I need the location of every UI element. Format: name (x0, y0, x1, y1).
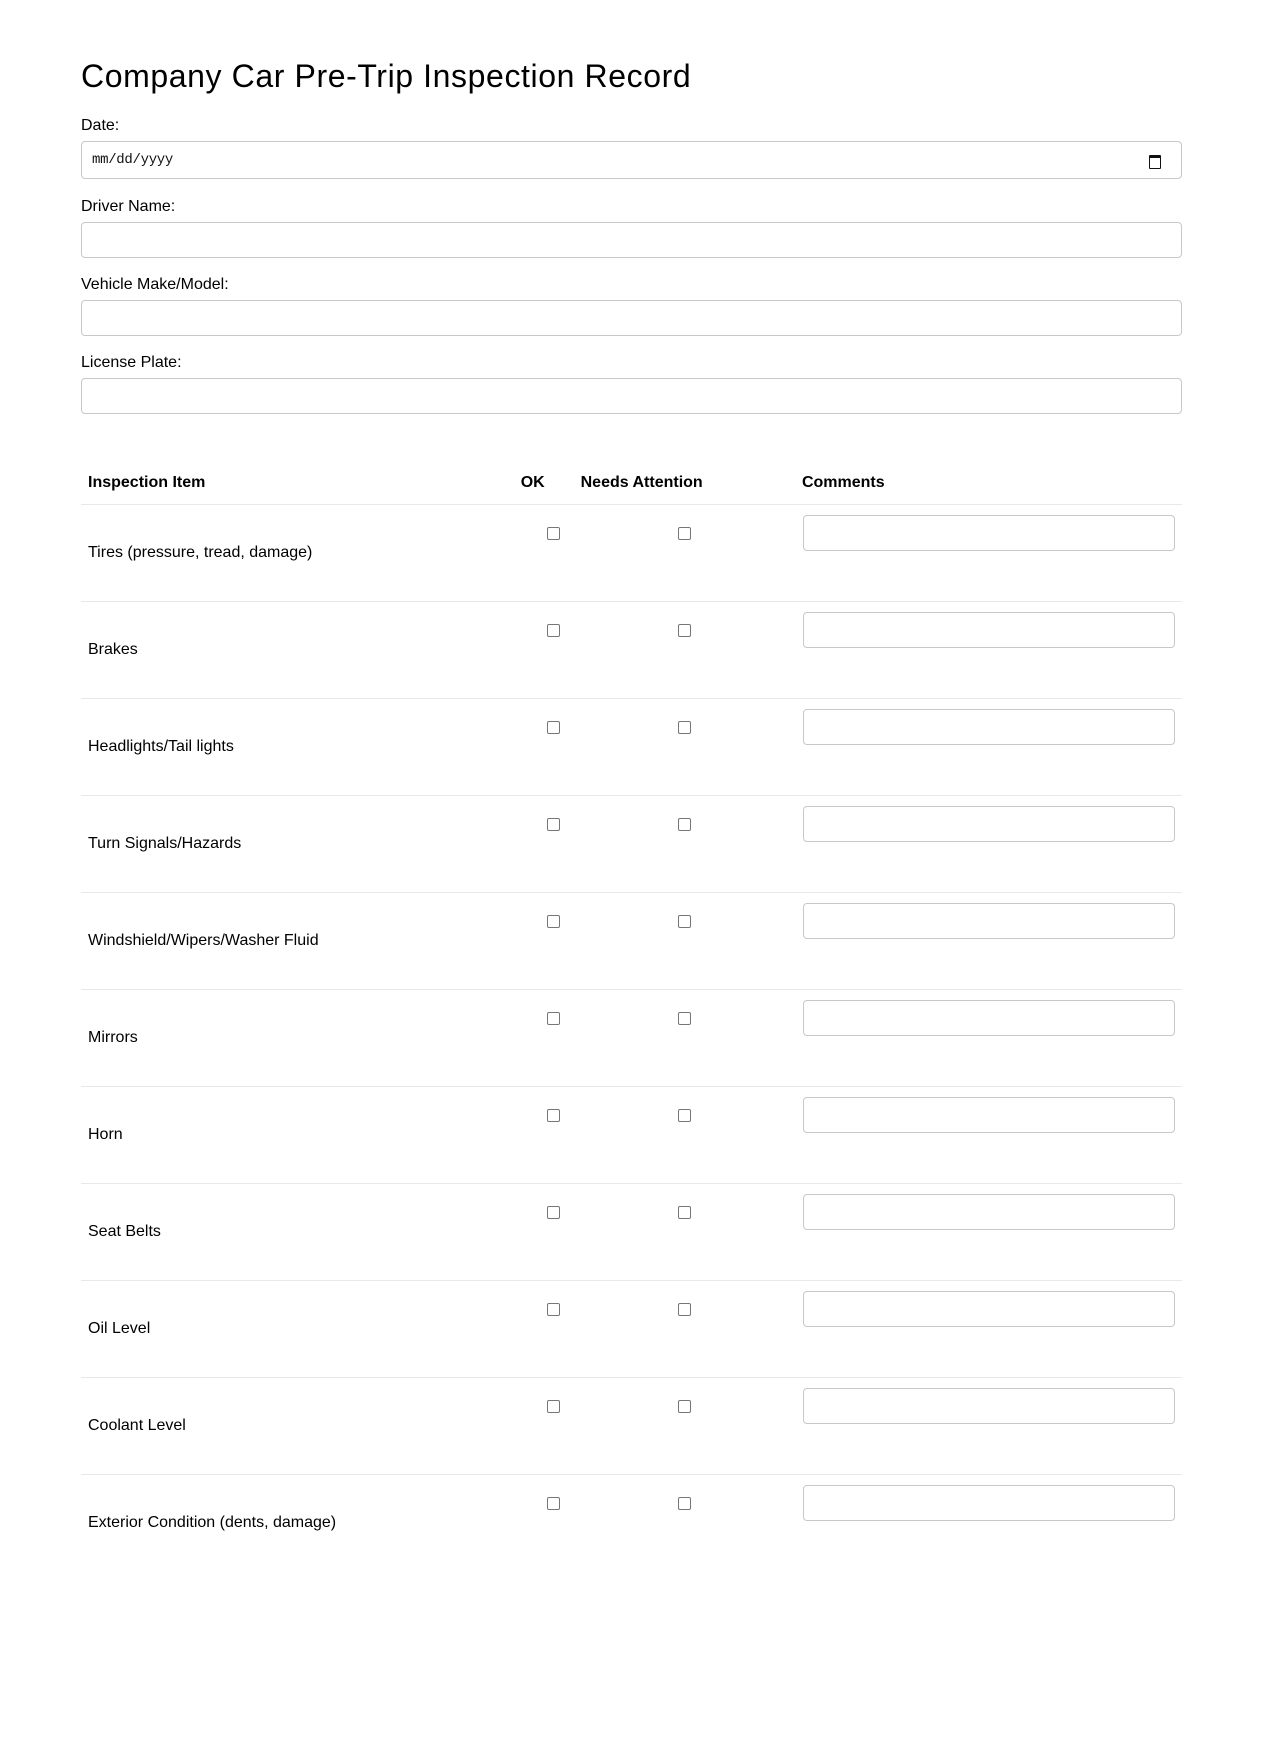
table-row (81, 893, 1182, 990)
inspection-item-label: Horn (81, 1087, 514, 1184)
header-needs-attention: Needs Attention (574, 462, 795, 505)
inspection-item-label: Coolant Level (81, 1378, 514, 1475)
header-ok: OK (514, 462, 574, 505)
inspection-item-label: Headlights/Tail lights (81, 699, 514, 796)
needs-attention-checkbox[interactable] (678, 1303, 691, 1316)
needs-attention-checkbox[interactable] (678, 818, 691, 831)
needs-attention-checkbox[interactable] (678, 1400, 691, 1413)
ok-checkbox[interactable] (547, 624, 560, 637)
comment-input[interactable] (803, 1194, 1175, 1230)
inspection-item-label: Tires (pressure, tread, damage) (81, 505, 514, 602)
table-row (81, 796, 1182, 893)
date-field[interactable] (81, 141, 1182, 179)
table-row (81, 699, 1182, 796)
license-plate-label: License Plate: (81, 354, 182, 371)
comment-input[interactable] (803, 1291, 1175, 1327)
comment-input[interactable] (803, 903, 1175, 939)
calendar-icon[interactable] (1149, 154, 1161, 166)
table-row (81, 1378, 1182, 1475)
ok-checkbox[interactable] (547, 721, 560, 734)
needs-attention-checkbox[interactable] (678, 1109, 691, 1122)
inspection-item-label: Exterior Condition (dents, damage) (88, 1514, 337, 1531)
inspection-item-label: Seat Belts (81, 1184, 514, 1281)
comment-input[interactable] (803, 612, 1175, 648)
date-placeholder: mm/dd/yyyy (92, 152, 174, 168)
vehicle-make-model-label: Vehicle Make/Model: (81, 276, 229, 293)
page-title: Company Car Pre-Trip Inspection Record (81, 58, 692, 94)
header-comments: Comments (795, 462, 1182, 505)
ok-checkbox[interactable] (547, 1400, 560, 1413)
header-inspection-item: Inspection Item (81, 462, 514, 505)
ok-checkbox[interactable] (547, 1012, 560, 1025)
needs-attention-checkbox[interactable] (678, 915, 691, 928)
needs-attention-checkbox[interactable] (678, 721, 691, 734)
ok-checkbox[interactable] (547, 1303, 560, 1316)
inspection-item-label: Windshield/Wipers/Washer Fluid (81, 893, 514, 990)
inspection-item-label: Brakes (81, 602, 514, 699)
inspection-item-label: Mirrors (81, 990, 514, 1087)
needs-attention-checkbox[interactable] (678, 1206, 691, 1219)
ok-checkbox[interactable] (547, 1497, 560, 1510)
license-plate-field[interactable] (81, 378, 1182, 414)
ok-checkbox[interactable] (547, 818, 560, 831)
inspection-item-label: Turn Signals/Hazards (81, 796, 514, 893)
needs-attention-checkbox[interactable] (678, 1497, 691, 1510)
driver-name-label: Driver Name: (81, 198, 176, 215)
table-row (81, 602, 1182, 699)
comment-input[interactable] (803, 1388, 1175, 1424)
table-header-row (81, 462, 1182, 505)
table-row (81, 990, 1182, 1087)
table-row (81, 1184, 1182, 1281)
comment-input[interactable] (803, 1097, 1175, 1133)
ok-checkbox[interactable] (547, 1109, 560, 1122)
comment-input[interactable] (803, 515, 1175, 551)
needs-attention-checkbox[interactable] (678, 1012, 691, 1025)
needs-attention-checkbox[interactable] (678, 527, 691, 540)
ok-checkbox[interactable] (547, 1206, 560, 1219)
date-label: Date: (81, 117, 120, 134)
needs-attention-checkbox[interactable] (678, 624, 691, 637)
table-row (81, 1475, 1182, 1572)
comment-input[interactable] (803, 709, 1175, 745)
table-row (81, 505, 1182, 602)
vehicle-make-model-field[interactable] (81, 300, 1182, 336)
ok-checkbox[interactable] (547, 915, 560, 928)
inspection-table (81, 462, 1182, 1571)
table-row (81, 1087, 1182, 1184)
comment-input[interactable] (803, 1485, 1175, 1521)
table-row (81, 1281, 1182, 1378)
inspection-item-label: Oil Level (81, 1281, 514, 1378)
comment-input[interactable] (803, 1000, 1175, 1036)
driver-name-field[interactable] (81, 222, 1182, 258)
comment-input[interactable] (803, 806, 1175, 842)
ok-checkbox[interactable] (547, 527, 560, 540)
